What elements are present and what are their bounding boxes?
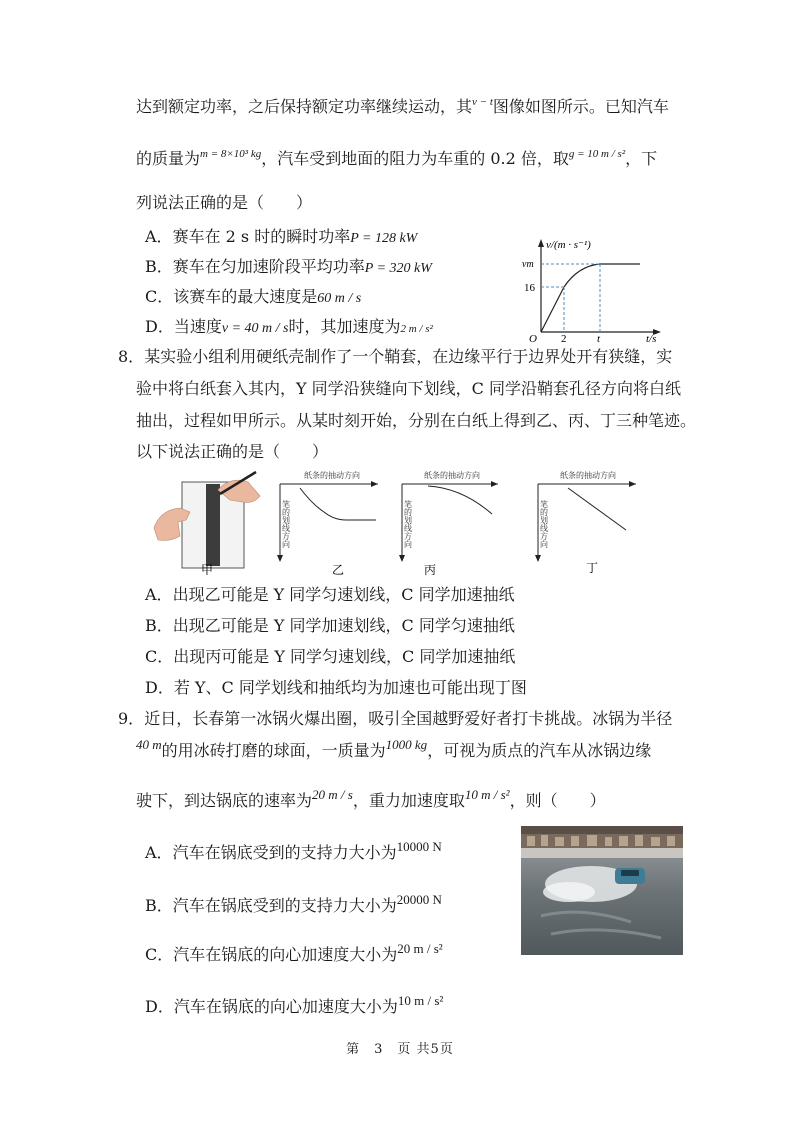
q7-line2-post: ，下 [625,149,658,168]
q7-vt-graph [516,236,666,344]
ding-trace [568,488,626,530]
figure-yi-label: 乙 [331,563,345,576]
q8-line4: 以下说法正确的是（ ） [136,442,329,461]
q9-speed-formula: 20 m / s [312,787,353,802]
ding-pen-direction: 笔的划线方向 [539,500,549,548]
graph-y-label: v/(m · s⁻¹) [546,239,591,251]
q8-line1-text: 某实验小组利用硬纸壳制作了一个鞘套，在边缘平行于边界处开有狭缝，实 [144,347,673,366]
q7-option-b-formula: P = 320 kW [364,261,432,276]
figure-ding-label: 丁 [585,561,599,575]
bing-trace [428,486,492,514]
q8-option-b [145,615,515,637]
q9-option-a-formula: 10000 N [396,839,442,854]
q8-figure-jia [150,470,265,575]
yi-trace [300,488,376,520]
q8-figure-yi [272,466,384,576]
sheath-slot [206,484,220,566]
q9-radius-formula: 40 m [136,737,162,752]
q7-line1-post: 图像如图所示。已知汽车 [492,97,669,116]
q7-option-d [145,316,433,340]
graph-vm-label: vm [522,259,534,270]
q8-option-a [145,584,515,606]
q8-option-a-label: A． [145,585,173,604]
graph-x-label: t/s [646,333,657,344]
q7-mass-formula: m = 8×10³ kg [200,148,262,160]
q8-option-c [145,646,515,668]
q9-line3-c: ，则（ ） [509,791,606,810]
q9-option-c [145,941,443,967]
q8-figure-ding [528,466,642,576]
ding-top-arrow [629,481,636,487]
q9-line1 [118,708,672,730]
q8-option-c-text: 出现丙可能是 Y 同学匀速划线，C 同学加速抽纸 [173,647,516,666]
yi-paper-direction: 纸条的抽动方向 [304,471,360,480]
q7-line2-pre: 的质量为 [136,149,201,168]
q9-line2 [136,737,652,763]
figure-bing-label: 丙 [423,563,437,576]
q9-mass-formula: 1000 kg [385,737,428,752]
bing-paper-direction: 纸条的抽动方向 [424,471,480,480]
q9-option-c-label: C． [145,945,174,964]
crowd-band-top [521,826,683,834]
q9-option-b [145,892,442,918]
q9-line2-a: 的用冰砖打磨的球面，一质量为 [161,741,386,760]
q9-option-b-text: 汽车在锅底受到的支持力大小为 [172,896,397,915]
q8-line3: 抽出，过程如甲所示。从某时刻开始，分别在白纸上得到乙、丙、丁三种笔迹。 [136,411,697,430]
q9-line3 [136,787,606,813]
q7-option-b [145,256,432,280]
q9-line2-b: ，可视为质点的汽车从冰锅边缘 [427,741,652,760]
q7-option-d-text-post: 时，其加速度为 [288,317,401,336]
graph-origin-label: O [529,333,537,344]
q9-number: 9． [118,709,145,728]
q7-option-c-text: 该赛车的最大速度是 [173,287,318,306]
graph-2-label: 2 [561,333,567,344]
q8-option-a-text: 出现乙可能是 Y 同学匀速划线，C 同学加速抽纸 [172,585,515,604]
q9-option-c-formula: 20 m / s² [397,941,443,956]
bing-side-arrow [399,555,405,562]
q9-option-a [145,839,442,865]
barrier-wall [521,848,683,858]
figure-jia-label: 甲 [200,563,214,575]
q9-option-a-text: 汽车在锅底受到的支持力大小为 [172,843,397,862]
bing-top-arrow [491,481,498,487]
q7-option-d-formula2: 2 m / s² [400,323,433,335]
bing-pen-direction: 笔的划线方向 [403,500,413,548]
q8-figure-bing [392,466,504,576]
q9-option-b-formula: 20000 N [396,892,442,907]
q8-option-d [145,677,527,699]
page-footer: 第 3 页 共5页 [346,1042,454,1057]
q7-line2 [136,148,657,172]
car-window [621,870,639,876]
q9-option-d-text: 汽车在锅底的向心加速度大小为 [173,997,398,1016]
q8-option-b-label: B． [145,616,173,635]
q7-option-d-text-pre: 当速度 [173,317,222,336]
q7-option-a [145,226,417,250]
q9-line1-text: 近日，长春第一冰锅火爆出圈，吸引全国越野爱好者打卡挑战。冰锅为半径 [144,709,673,728]
q9-option-d-label: D． [145,997,174,1016]
q8-line2: 验中将白纸套入其内，Y 同学沿狭缝向下划线，C 同学沿鞘套孔径方向将白纸 [136,379,681,398]
q8-option-c-label: C． [145,647,174,666]
q8-option-b-text: 出现乙可能是 Y 同学加速划线，C 同学匀速抽纸 [172,616,515,635]
yi-top-arrow [371,481,378,487]
q7-option-c-formula: 60 m / s [317,291,362,306]
yi-side-arrow [277,555,283,562]
q9-option-b-label: B． [145,896,173,915]
q7-option-c [145,286,361,310]
graph-t-label: t [597,333,601,344]
q7-g-formula: g = 10 m / s² [568,148,626,160]
q9-option-a-label: A． [145,843,173,862]
q7-line2-mid: ，汽车受到地面的阻力为车重的 0.2 倍，取 [261,149,569,168]
ice-spray-2 [543,882,595,902]
q7-option-a-label: A． [145,227,173,246]
graph-16-label: 16 [524,282,535,294]
q7-option-d-formula: v = 40 m / s [221,321,289,336]
graph-y-arrow [538,239,544,247]
q9-option-c-text: 汽车在锅底的向心加速度大小为 [173,945,398,964]
q9-g-formula: 10 m / s² [464,787,510,802]
ding-side-arrow [535,555,541,562]
q7-option-a-text: 赛车在 2 s 时的瞬时功率 [172,227,351,246]
q8-number: 8． [118,347,145,366]
q7-option-c-label: C． [145,287,174,306]
q7-line1 [136,96,669,120]
q7-option-b-label: B． [145,257,173,276]
q7-option-b-text: 赛车在匀加速阶段平均功率 [172,257,365,276]
q9-option-d [145,993,444,1019]
q9-option-d-formula: 10 m / s² [397,993,444,1008]
q8-line1 [118,346,672,368]
ding-paper-direction: 纸条的抽动方向 [560,471,616,480]
q9-line3-a: 驶下，到达锅底的速率为 [136,791,313,810]
q7-line1-pre: 达到额定功率，之后保持额定功率继续运动，其 [136,97,473,116]
graph-velocity-curve [541,264,640,332]
q8-option-d-label: D． [145,678,174,697]
q8-option-d-text: 若 Y、C 同学划线和抽纸均为加速也可能出现丁图 [173,678,527,697]
yi-pen-direction: 笔的划线方向 [281,500,291,548]
q7-option-d-label: D． [145,317,174,336]
q9-line3-b: ，重力加速度取 [352,791,465,810]
q9-ice-photo [521,826,683,955]
q7-option-a-formula: P = 128 kW [350,231,418,246]
q7-line3: 列说法正确的是（ ） [136,193,313,212]
q7-vt-formula: v − t [472,96,493,108]
